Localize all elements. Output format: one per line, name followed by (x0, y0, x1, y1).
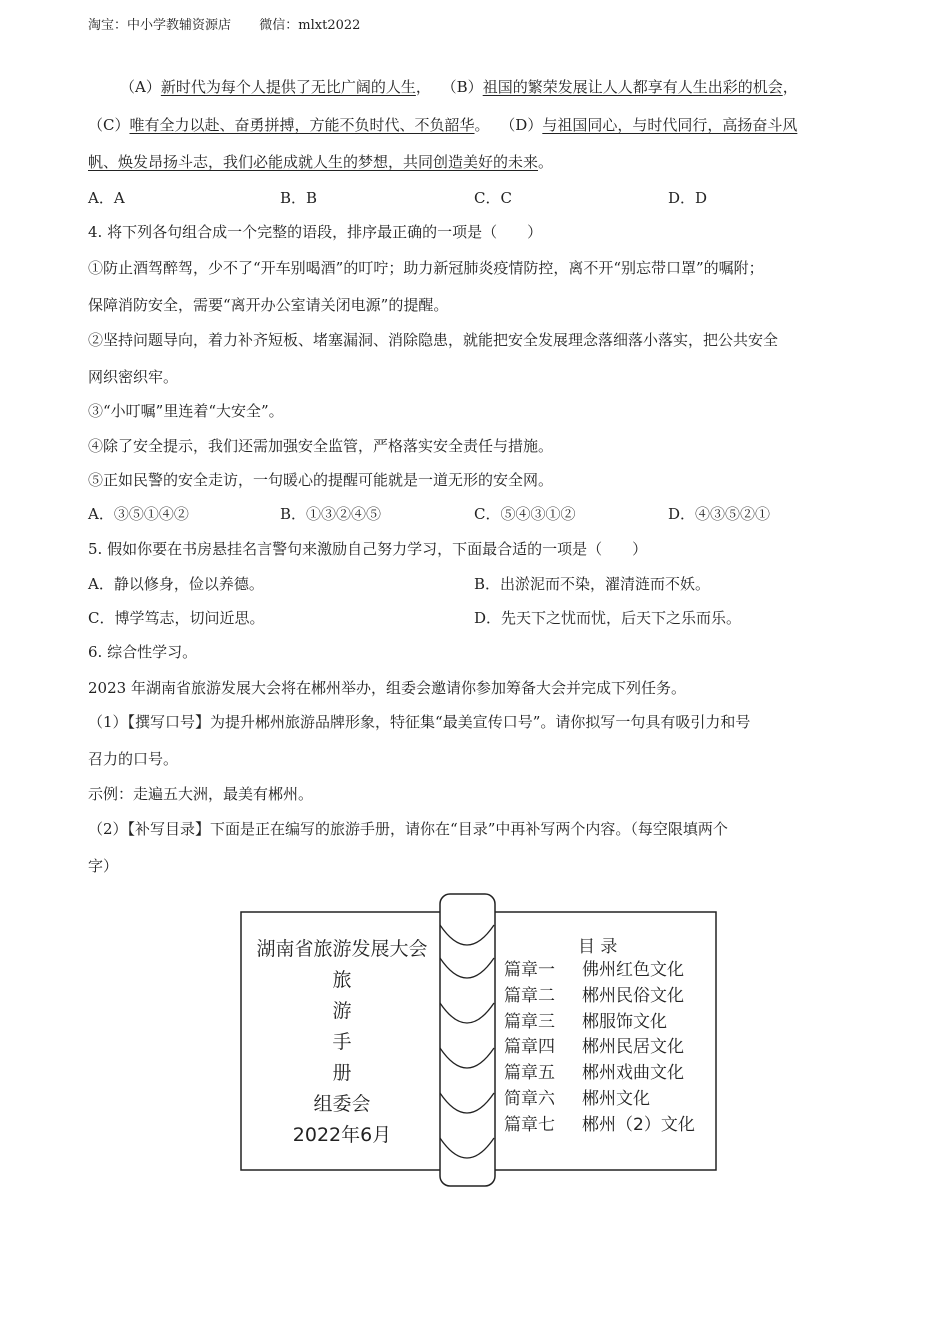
q3-option-c[interactable]: C．C (474, 189, 512, 207)
toc-chapter: 篇章三 (504, 1011, 555, 1032)
sentence-c: 唯有全力以赴、奋勇拼搏，方能不负时代、不负韶华 (129, 116, 475, 134)
cover-char: 旅 (332, 969, 352, 991)
tag-a: （A） (120, 78, 161, 96)
q6-intro: 2023 年湖南省旅游发展大会将在郴州举办，组委会邀请你参加筹备大会并完成下列任务。 (88, 679, 686, 697)
cover-char: 册 (332, 1062, 352, 1084)
sep: 。 (474, 116, 490, 134)
toc-item-title: 郴服饰文化 (582, 1011, 667, 1032)
sep: ， (415, 78, 431, 96)
toc-item (504, 1010, 695, 1036)
toc-item (504, 1035, 695, 1061)
q5-stem: 5. 假如你要在书房悬挂名言警句来激励自己努力学习，下面最合适的一项是（ ） (88, 540, 648, 558)
toc-list (504, 958, 695, 1139)
toc-chapter: 篇章四 (504, 1037, 555, 1058)
q4-s2b: 网织密织牢。 (88, 368, 179, 386)
header-shop: 淘宝：中小学教辅资源店 (88, 18, 232, 33)
sentence-d: 与祖国同心，与时代同行，高扬奋斗风 (542, 116, 798, 134)
sep: ， (782, 78, 798, 96)
q4-stem: 4. 将下列各句组合成一个完整的语段，排序最正确的一项是（ ） (88, 223, 543, 241)
tag-c: （C） (88, 116, 130, 134)
toc-chapter: 篇章二 (504, 985, 555, 1006)
cover-char: 游 (332, 1000, 352, 1022)
toc-chapter: 篇章一 (504, 960, 555, 980)
q3-option-b[interactable]: B．B (280, 189, 318, 207)
q6-part1a: （1）【撰写口号】为提升郴州旅游品牌形象，特征集“最美宣传口号”。请你拟写一句具有吸引力和号 (88, 713, 751, 731)
toc-chapter: 篇章七 (504, 1114, 555, 1135)
q4-option-c[interactable]: C．⑤④③①② (474, 505, 576, 523)
q4-s1b: 保障消防安全，需要“离开办公室请关闭电源”的提醒。 (88, 296, 449, 314)
toc-item-title: 郴州（2）文化 (582, 1114, 695, 1135)
q6-part2b: 字） (88, 857, 119, 875)
sentence-b: 祖国的繁荣发展让人人都享有人生出彩的机会 (482, 78, 783, 96)
sentence-a: 新时代为每个人提供了无比广阔的人生 (160, 78, 416, 96)
booklet-spine (440, 894, 495, 1186)
sentence-d-cont: 帆、焕发昂扬斗志，我们必能成就人生的梦想，共同创造美好的未来 (88, 153, 539, 171)
sep: 。 (538, 153, 554, 171)
toc-item-title: 郴州戏曲文化 (582, 1063, 684, 1084)
toc-item (504, 1061, 695, 1087)
toc-item (504, 984, 695, 1010)
q4-s2a: ②坚持问题导向，着力补齐短板、堵塞漏洞、消除隐患，就能把安全发展理念落细落小落实，把公共安全 (88, 331, 779, 349)
toc-item (504, 1087, 695, 1113)
tag-d: （D） (500, 116, 543, 134)
toc-item-title: 郴州文化 (582, 1088, 650, 1109)
booklet-cover (244, 934, 440, 1151)
toc-chapter: 篇章五 (504, 1063, 555, 1084)
q4-s1a: ①防止酒驾醉驾，少不了“开车别喝酒”的叮咛；助力新冠肺炎疫情防控，离不开“别忘带口罩”的嘱附； (88, 259, 764, 277)
q6-stem: 6. 综合性学习。 (88, 643, 198, 661)
cover-char: 手 (332, 1031, 352, 1053)
toc-chapter: 简章六 (504, 1088, 555, 1109)
q6-part2a: （2）【补写目录】下面是正在编写的旅游手册，请你在“目录”中再补写两个内容。（每空限填两个 (88, 820, 728, 838)
q5-option-d[interactable]: D．先天下之忧而忧，后天下之乐而乐。 (474, 609, 742, 627)
q4-option-d[interactable]: D．④③⑤②① (668, 505, 771, 523)
cover-org: 组委会 (313, 1093, 371, 1115)
q5-option-c[interactable]: C．博学笃志，切问近思。 (88, 609, 265, 627)
toc-item-title: 佛州红色文化 (582, 960, 684, 980)
q3-option-a[interactable]: A．A (88, 189, 125, 207)
header-wechat: 微信：mlxt2022 (259, 18, 361, 33)
q4-s5: ⑤正如民警的安全走访，一句暖心的提醒可能就是一道无形的安全网。 (88, 471, 554, 489)
tag-b: （B） (441, 78, 483, 96)
q4-s4: ④除了安全提示，我们还需加强安全监管，严格落实安全责任与措施。 (88, 437, 554, 455)
q5-option-a[interactable]: A．静以修身，俭以养德。 (88, 575, 264, 593)
toc-item-title: 郴州民俗文化 (582, 985, 684, 1006)
q4-option-b[interactable]: B．①③②④⑤ (280, 505, 382, 523)
q3-option-d[interactable]: D．D (668, 189, 708, 207)
toc-item (504, 1113, 695, 1139)
toc-item (504, 958, 695, 984)
toc-title: 目 录 (578, 937, 618, 957)
toc-item-title: 郴州民居文化 (582, 1037, 684, 1058)
cover-title: 湖南省旅游发展大会 (256, 938, 428, 960)
cover-date: 2022年6月 (292, 1124, 392, 1146)
q5-option-b[interactable]: B．出淤泥而不染，濯清涟而不妖。 (474, 575, 711, 593)
q4-s3: ③“小叮嘱”里连着“大安全”。 (88, 402, 284, 420)
q6-part1b: 召力的口号。 (88, 750, 179, 768)
q4-option-a[interactable]: A．③⑤①④② (88, 505, 189, 523)
q6-example: 示例：走遍五大洲，最美有郴州。 (88, 785, 314, 803)
